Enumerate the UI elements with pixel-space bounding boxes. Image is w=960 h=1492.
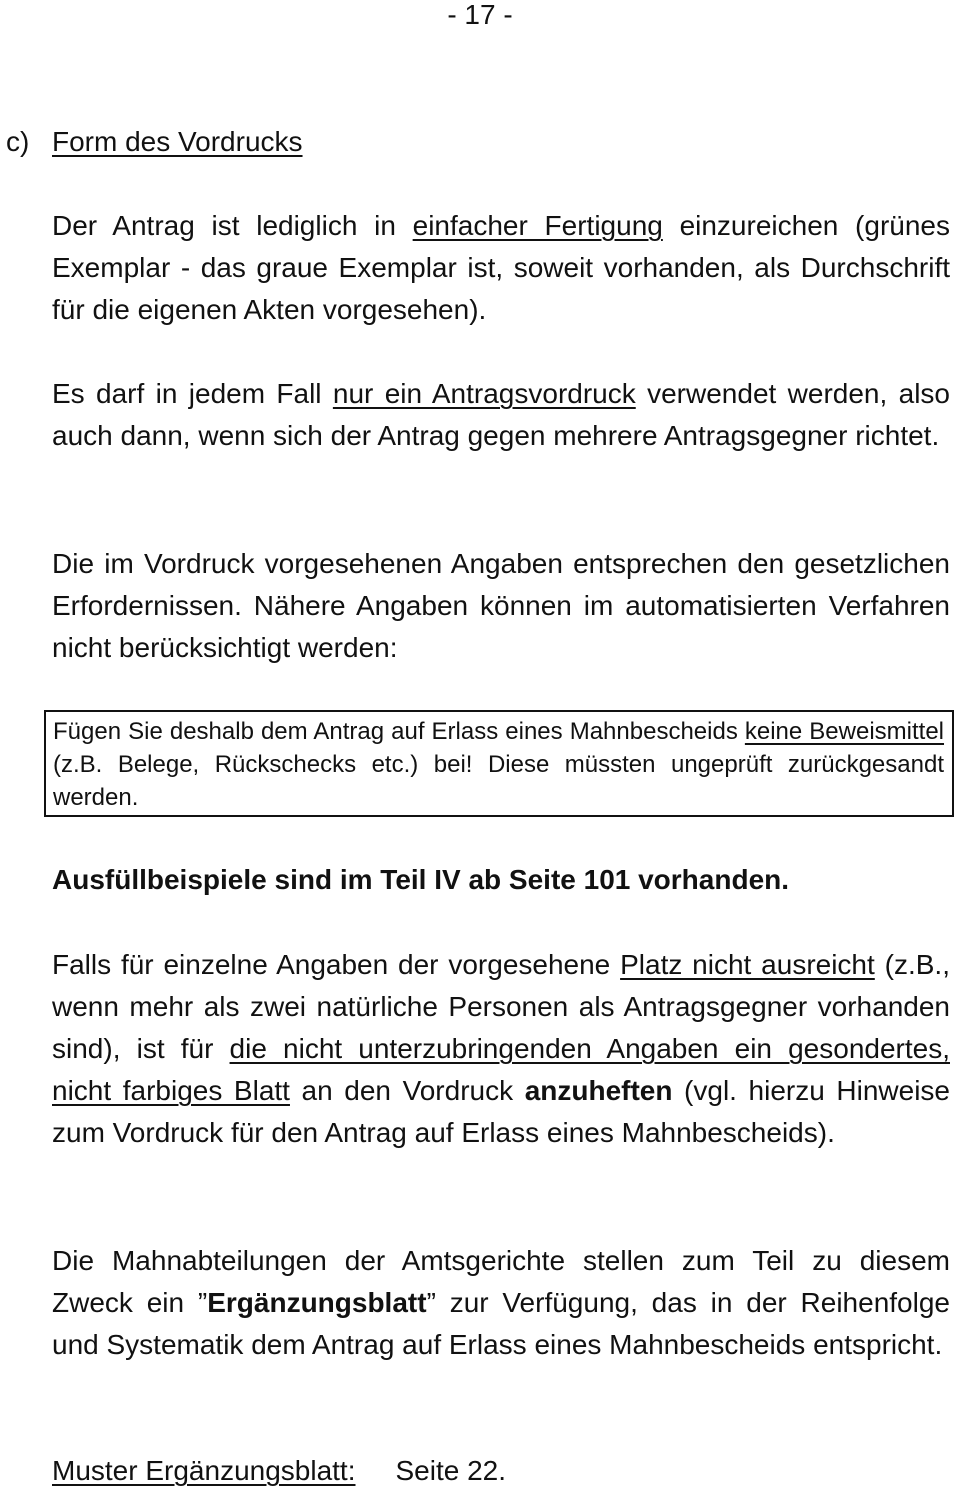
examples-note: Ausfüllbeispiele sind im Teil IV ab Seite 101 vorhanden. [52, 864, 790, 895]
text-span: an den Vordruck [289, 1075, 525, 1106]
muster-page: Seite 22. [395, 1455, 507, 1486]
paragraph-antragsvordruck [52, 373, 950, 457]
text-span: (z.B., wenn mehr als zwei natürliche Personen als Antragsgegner vorhanden sind), ist für [52, 949, 950, 1064]
text-span: Es darf in jedem Fall [52, 378, 333, 409]
paragraph-fertigung [52, 205, 950, 331]
text-span: Die im Vordruck vorgesehenen Angaben entsprechen den gesetzlichen Erfordernissen. Nähere Angaben können im automatisierten Verfahren nicht berücksichtigt werden: [52, 548, 950, 663]
bold-text: anzuheften [524, 1075, 673, 1106]
paragraph-angaben [52, 543, 950, 669]
text-span: (z.B. Belege, Rückschecks etc.) bei! Diese müssten ungeprüft zurückgesandt werden. [53, 751, 944, 811]
text-span: (vgl. hierzu Hinweise zum Vordruck für den Antrag auf Erlass eines Mahnbescheids). [52, 1075, 950, 1148]
muster-label: Muster Ergänzungsblatt: [52, 1455, 356, 1486]
section-heading [6, 122, 303, 162]
paragraph-platz [52, 944, 950, 1154]
underlined-text: die nicht unterzubringenden Angaben ein gesondertes, nicht farbiges Blatt [52, 1033, 950, 1106]
page-number: - 17 - [447, 0, 513, 30]
section-label: c) [6, 126, 30, 157]
text-span: Fügen Sie deshalb dem Antrag auf Erlass eines Mahnbescheids [53, 718, 745, 745]
notice-box [44, 710, 954, 817]
section-title: Form des Vordrucks [52, 126, 303, 157]
underlined-text: nur ein Antragsvordruck [332, 378, 636, 409]
underlined-text: einfacher Fertigung [412, 210, 663, 241]
text-span: Die Mahnabteilungen der Amtsgerichte stellen zum Teil zu diesem Zweck ein ” [52, 1245, 950, 1318]
underlined-text: Platz nicht ausreicht [620, 949, 875, 980]
text-span: Der Antrag ist lediglich in [52, 210, 413, 241]
text-span: verwendet werden, also auch dann, wenn sich der Antrag gegen mehrere Antragsgegner richtet. [52, 378, 950, 451]
text-span: ” zur Verfügung, das in der Reihenfolge und Systematik dem Antrag auf Erlass eines Mahnbescheids entspricht. [52, 1287, 950, 1360]
text-span: einzureichen (grünes Exemplar - das graue Exemplar ist, soweit vorhanden, als Durchschrift für die eigenen Akten vorgesehen). [52, 210, 950, 325]
muster-reference [52, 1451, 506, 1491]
bold-text: Ergänzungsblatt [207, 1287, 427, 1318]
text-span: Falls für einzelne Angaben der vorgesehene [52, 949, 621, 980]
paragraph-ergaenzungsblatt [52, 1240, 950, 1366]
underlined-text: keine Beweismittel [744, 718, 945, 745]
